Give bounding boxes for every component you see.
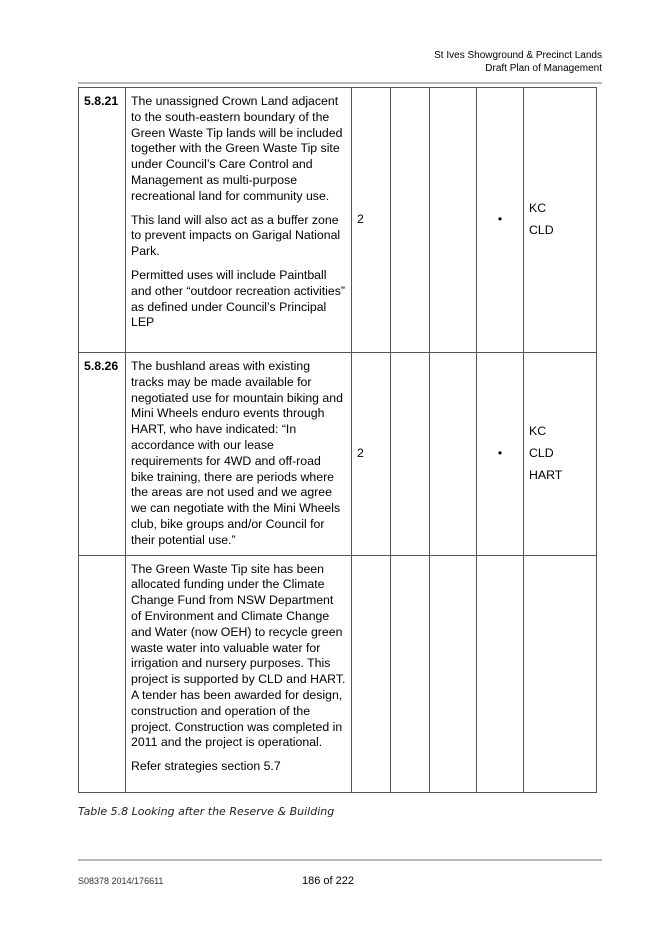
description-paragraph: This land will also act as a buffer zone to prevent impacts on Garigal National Park. (131, 212, 341, 259)
row-description (126, 555, 352, 792)
row-priority: 2 (352, 353, 391, 556)
management-actions-table (78, 87, 597, 793)
row-reference: 5.8.21 (79, 88, 126, 353)
empty-cell (430, 88, 477, 353)
table-row (79, 353, 597, 556)
description-paragraph: The Green Waste Tip site has been allocated funding under the Climate Change Fund from NSW Department of Environment and Climate Change and Water (now OEH) to recycle green waste water into valuable water for irrigation and nursery purposes. This project is supported by CLD and HART. A tender has been awarded for design, construction and operation of the project. Construction was completed in 2011 and the project is operational. (131, 561, 346, 750)
table-row (79, 88, 597, 353)
description-paragraph: The unassigned Crown Land adjacent to the south-eastern boundary of the Green Waste Tip lands will be included together with the Green Waste Tip site under Council’s Care Control and Management as multi-purpose recreational land for community use. (131, 94, 343, 203)
empty-cell (391, 88, 430, 353)
empty-cell (430, 555, 477, 792)
table-row (79, 555, 597, 792)
row-responsibility (524, 555, 597, 792)
row-reference: 5.8.26 (79, 353, 126, 556)
empty-cell (391, 555, 430, 792)
document-reference: S08378 2014/176611 (78, 876, 164, 886)
header-divider (78, 82, 602, 84)
table-caption: Table 5.8 Looking after the Reserve & Building (78, 805, 335, 818)
header-title: St Ives Showground & Precinct Lands (434, 50, 602, 61)
row-bullet (477, 555, 524, 792)
row-description (126, 88, 352, 353)
row-responsibility (524, 88, 597, 353)
empty-cell (430, 353, 477, 556)
description-paragraph: Permitted uses will include Paintball and other “outdoor recreation activities” as defined under Council’s Principal LEP (131, 267, 345, 330)
description-paragraph: Refer strategies section 5.7 (131, 759, 281, 774)
responsibility-item: CLD (529, 223, 554, 237)
responsibility-item: KC (529, 201, 547, 216)
responsibility-item: KC (529, 424, 547, 439)
responsibility-item: CLD (529, 445, 554, 460)
row-responsibility (524, 353, 597, 556)
row-priority: 2 (352, 88, 391, 353)
page-header (434, 49, 602, 75)
empty-cell (391, 353, 430, 556)
page-number: 186 of 222 (302, 875, 354, 887)
footer-divider (78, 859, 602, 861)
header-subtitle: Draft Plan of Management (485, 63, 602, 74)
row-reference (79, 555, 126, 792)
description-paragraph: The bushland areas with existing tracks may be made available for negotiated use for mountain biking and Mini Wheels enduro events through HART, who have indicated: “In accordance with our lease requirements for 4WD and off-road bike training, there are periods where the areas are not used and we agree we can negotiate with the Mini Wheels club, bike groups and/or Council for their potential use.” (131, 359, 343, 547)
row-description (126, 353, 352, 556)
row-bullet: • (477, 88, 524, 353)
row-bullet: • (477, 353, 524, 556)
responsibility-item: HART (529, 467, 563, 482)
row-priority (352, 555, 391, 792)
